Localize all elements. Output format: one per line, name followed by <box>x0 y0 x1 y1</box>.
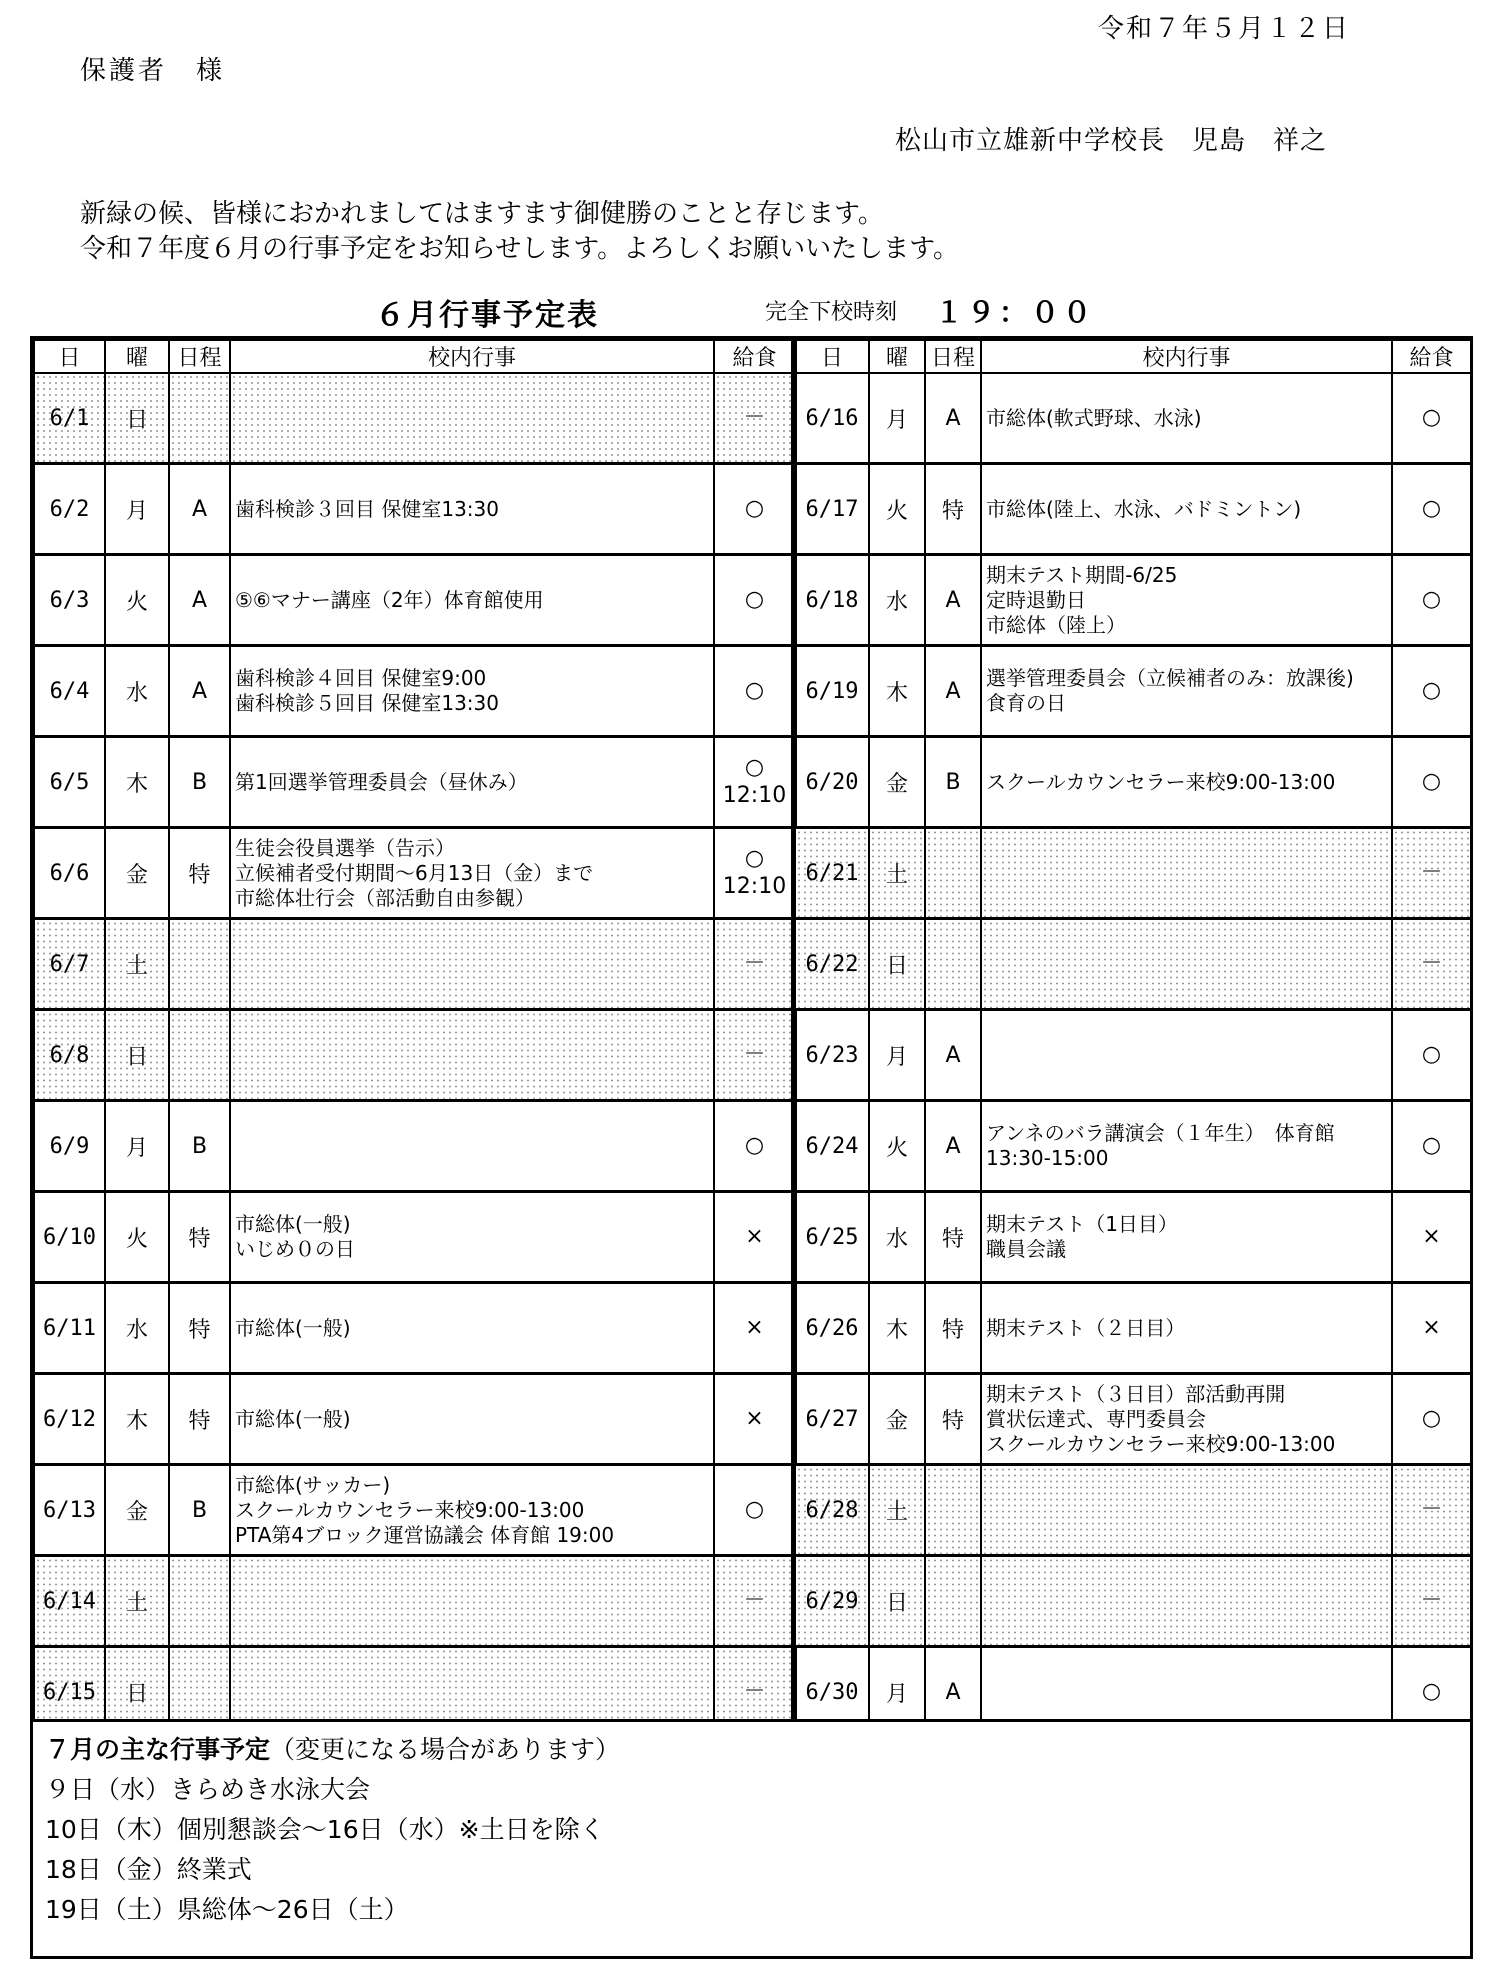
schedule-row <box>795 737 1471 828</box>
day-date-cell: 6/18 <box>795 555 869 646</box>
day-date-cell: 6/11 <box>34 1283 105 1374</box>
schedule-row <box>34 1374 795 1465</box>
lunch-cell: ○ 12:10 <box>714 737 795 828</box>
events-cell: 市総体(一般) <box>230 1374 714 1465</box>
schedule-row <box>795 464 1471 555</box>
lunch-cell: × <box>714 1283 795 1374</box>
weekday-cell: 火 <box>869 1101 925 1192</box>
day-date-cell: 6/4 <box>34 646 105 737</box>
lunch-cell: ○ <box>1392 1374 1471 1465</box>
schedule-type-cell <box>169 1556 230 1647</box>
events-cell: 市総体(サッカー) スクールカウンセラー来校9:00-13:00 PTA第4ブロック運営協議会 体育館 19:00 <box>230 1465 714 1556</box>
day-date-cell: 6/24 <box>795 1101 869 1192</box>
schedule-right-half <box>794 339 1470 1719</box>
weekday-cell: 水 <box>105 646 169 737</box>
july-item: 10日（木）個別懇談会～16日（水）※土日を除く <box>45 1815 605 1844</box>
lunch-cell: － <box>714 1556 795 1647</box>
events-cell <box>981 919 1392 1010</box>
day-date-cell: 6/26 <box>795 1283 869 1374</box>
schedule-type-cell <box>925 828 981 919</box>
schedule-row <box>795 1010 1471 1101</box>
schedule-type-cell: 特 <box>169 1283 230 1374</box>
schedule-row <box>34 646 795 737</box>
schedule-row <box>34 737 795 828</box>
lunch-cell: × <box>714 1192 795 1283</box>
col-header-schedule: 日程 <box>925 340 981 373</box>
day-date-cell: 6/27 <box>795 1374 869 1465</box>
schedule-type-cell: 特 <box>169 1192 230 1283</box>
schedule-type-cell <box>925 1465 981 1556</box>
schedule-type-cell: B <box>169 1465 230 1556</box>
lunch-cell: ○ <box>1392 1647 1471 1723</box>
weekday-cell: 土 <box>869 828 925 919</box>
weekday-cell: 月 <box>105 464 169 555</box>
schedule-left-table <box>33 339 796 1722</box>
events-cell <box>981 1556 1392 1647</box>
lunch-cell: ○ <box>714 1101 795 1192</box>
schedule-row <box>795 1556 1471 1647</box>
greeting-line-2: 令和７年度６月の行事予定をお知らせします。よろしくお願いいたします。 <box>80 234 960 264</box>
weekday-cell: 日 <box>869 1556 925 1647</box>
schedule-row <box>34 828 795 919</box>
schedule-type-cell: 特 <box>925 1283 981 1374</box>
schedule-type-cell <box>169 1010 230 1101</box>
lunch-cell: － <box>714 373 795 464</box>
events-cell <box>230 1556 714 1647</box>
lunch-cell: ○ <box>714 555 795 646</box>
col-header-events: 校内行事 <box>981 340 1392 373</box>
schedule-row <box>34 1192 795 1283</box>
events-cell: 期末テスト期間-6/25 定時退勤日 市総体（陸上） <box>981 555 1392 646</box>
day-date-cell: 6/8 <box>34 1010 105 1101</box>
schedule-row <box>34 1010 795 1101</box>
schedule-type-cell: A <box>169 464 230 555</box>
weekday-cell: 土 <box>869 1465 925 1556</box>
lunch-cell: － <box>1392 1556 1471 1647</box>
weekday-cell: 金 <box>869 737 925 828</box>
col-header-schedule: 日程 <box>169 340 230 373</box>
schedule-type-cell <box>925 1556 981 1647</box>
schedule-type-cell: 特 <box>169 1374 230 1465</box>
lunch-cell: ○ <box>1392 373 1471 464</box>
day-date-cell: 6/6 <box>34 828 105 919</box>
schedule-row <box>34 1556 795 1647</box>
schedule-row <box>795 1465 1471 1556</box>
lunch-cell: × <box>1392 1283 1471 1374</box>
schedule-row <box>795 1283 1471 1374</box>
day-date-cell: 6/21 <box>795 828 869 919</box>
lunch-cell: × <box>1392 1192 1471 1283</box>
events-cell: 市総体(一般) いじめ０の日 <box>230 1192 714 1283</box>
lunch-cell: － <box>1392 828 1471 919</box>
dismissal-time: １９：００ <box>935 296 1096 329</box>
lunch-cell: ○ <box>1392 737 1471 828</box>
day-date-cell: 6/19 <box>795 646 869 737</box>
schedule-type-cell: A <box>169 555 230 646</box>
greeting-line-1: 新緑の候、皆様におかれましてはますます御健勝のことと存じます。 <box>80 199 884 229</box>
schedule-row <box>34 1465 795 1556</box>
weekday-cell: 月 <box>105 1101 169 1192</box>
lunch-cell: － <box>1392 919 1471 1010</box>
col-header-lunch: 給食 <box>1392 340 1471 373</box>
schedule-row <box>34 1101 795 1192</box>
july-item: 19日（土）県総体～26日（土） <box>45 1895 409 1924</box>
header-row <box>795 340 1471 373</box>
schedule-type-cell: B <box>925 737 981 828</box>
weekday-cell: 金 <box>105 828 169 919</box>
events-cell: 歯科検診４回目 保健室9:00 歯科検診５回目 保健室13:30 <box>230 646 714 737</box>
schedule-row <box>34 373 795 464</box>
schedule-type-cell: 特 <box>169 828 230 919</box>
day-date-cell: 6/1 <box>34 373 105 464</box>
events-cell: 歯科検診３回目 保健室13:30 <box>230 464 714 555</box>
day-date-cell: 6/15 <box>34 1647 105 1723</box>
weekday-cell: 月 <box>869 1010 925 1101</box>
sender: 松山市立雄新中学校長 児島 祥之 <box>895 126 1328 156</box>
lunch-cell: ○ <box>1392 464 1471 555</box>
day-date-cell: 6/3 <box>34 555 105 646</box>
weekday-cell: 月 <box>869 1647 925 1723</box>
col-header-weekday: 曜 <box>105 340 169 373</box>
weekday-cell: 木 <box>105 737 169 828</box>
day-date-cell: 6/30 <box>795 1647 869 1723</box>
lunch-cell: ○ <box>714 1465 795 1556</box>
weekday-cell: 火 <box>105 1192 169 1283</box>
col-header-events: 校内行事 <box>230 340 714 373</box>
lunch-cell: ○ <box>1392 1101 1471 1192</box>
schedule-type-cell <box>925 919 981 1010</box>
events-cell: アンネのバラ講演会（１年生） 体育館 13:30-15:00 <box>981 1101 1392 1192</box>
events-cell: 期末テスト（３日目）部活動再開 賞状伝達式、専門委員会 スクールカウンセラー来校9:00-13:00 <box>981 1374 1392 1465</box>
schedule-table <box>30 336 1473 1722</box>
schedule-type-cell: B <box>169 737 230 828</box>
events-cell: 市総体(陸上、水泳、バドミントン) <box>981 464 1392 555</box>
lunch-cell: ○ 12:10 <box>714 828 795 919</box>
schedule-type-cell: A <box>925 373 981 464</box>
schedule-row <box>795 828 1471 919</box>
schedule-type-cell: 特 <box>925 1374 981 1465</box>
weekday-cell: 日 <box>869 919 925 1010</box>
day-date-cell: 6/16 <box>795 373 869 464</box>
events-cell <box>230 1010 714 1101</box>
lunch-cell: － <box>1392 1465 1471 1556</box>
day-date-cell: 6/22 <box>795 919 869 1010</box>
col-header-date: 日 <box>34 340 105 373</box>
schedule-row <box>34 919 795 1010</box>
july-item: ９日（水）きらめき水泳大会 <box>45 1775 371 1804</box>
schedule-type-cell: A <box>925 646 981 737</box>
schedule-row <box>34 1647 795 1723</box>
weekday-cell: 日 <box>105 373 169 464</box>
lunch-cell: － <box>714 919 795 1010</box>
day-date-cell: 6/28 <box>795 1465 869 1556</box>
day-date-cell: 6/10 <box>34 1192 105 1283</box>
day-date-cell: 6/23 <box>795 1010 869 1101</box>
weekday-cell: 水 <box>869 555 925 646</box>
day-date-cell: 6/17 <box>795 464 869 555</box>
events-cell <box>230 373 714 464</box>
day-date-cell: 6/13 <box>34 1465 105 1556</box>
schedule-row <box>34 1283 795 1374</box>
events-cell <box>981 1465 1392 1556</box>
day-date-cell: 6/29 <box>795 1556 869 1647</box>
lunch-cell: ○ <box>1392 1010 1471 1101</box>
july-item: 18日（金）終業式 <box>45 1855 252 1884</box>
schedule-title: ６月行事予定表 <box>375 298 599 333</box>
day-date-cell: 6/7 <box>34 919 105 1010</box>
lunch-cell: ○ <box>1392 646 1471 737</box>
lunch-cell: ○ <box>1392 555 1471 646</box>
events-cell: 選挙管理委員会（立候補者のみ：放課後) 食育の日 <box>981 646 1392 737</box>
events-cell <box>981 1010 1392 1101</box>
schedule-type-cell: 特 <box>925 464 981 555</box>
issue-date: 令和７年５月１２日 <box>1098 14 1351 44</box>
schedule-row <box>795 1647 1471 1723</box>
col-header-date: 日 <box>795 340 869 373</box>
schedule-row <box>795 1192 1471 1283</box>
events-cell: 市総体(一般) <box>230 1283 714 1374</box>
july-note: （変更になる場合があります） <box>270 1735 621 1764</box>
day-date-cell: 6/25 <box>795 1192 869 1283</box>
schedule-right-table <box>794 339 1472 1722</box>
lunch-cell: × <box>714 1374 795 1465</box>
schedule-type-cell: A <box>169 646 230 737</box>
july-heading <box>45 1730 620 1766</box>
schedule-row <box>795 646 1471 737</box>
schedule-type-cell: 特 <box>925 1192 981 1283</box>
events-cell: 市総体(軟式野球、水泳) <box>981 373 1392 464</box>
dismissal-label: 完全下校時刻 <box>765 300 898 325</box>
day-date-cell: 6/14 <box>34 1556 105 1647</box>
events-cell: 第1回選挙管理委員会（昼休み） <box>230 737 714 828</box>
weekday-cell: 火 <box>105 555 169 646</box>
weekday-cell: 日 <box>105 1010 169 1101</box>
weekday-cell: 木 <box>105 1374 169 1465</box>
weekday-cell: 水 <box>105 1283 169 1374</box>
schedule-row <box>795 373 1471 464</box>
events-cell <box>230 1101 714 1192</box>
schedule-type-cell: A <box>925 1647 981 1723</box>
lunch-cell: － <box>714 1010 795 1101</box>
events-cell: ⑤⑥マナー講座（2年）体育館使用 <box>230 555 714 646</box>
weekday-cell: 月 <box>869 373 925 464</box>
schedule-row <box>34 555 795 646</box>
schedule-row <box>795 919 1471 1010</box>
schedule-row <box>795 555 1471 646</box>
lunch-cell: ○ <box>714 464 795 555</box>
day-date-cell: 6/9 <box>34 1101 105 1192</box>
schedule-row <box>34 464 795 555</box>
lunch-cell: ○ <box>714 646 795 737</box>
events-cell: 生徒会役員選挙（告示） 立候補者受付期間～6月13日（金）まで 市総体壮行会（部活動自由参観） <box>230 828 714 919</box>
weekday-cell: 金 <box>869 1374 925 1465</box>
events-cell <box>230 919 714 1010</box>
weekday-cell: 木 <box>869 1283 925 1374</box>
events-cell <box>230 1647 714 1723</box>
day-date-cell: 6/2 <box>34 464 105 555</box>
schedule-left-half <box>33 339 794 1719</box>
day-date-cell: 6/20 <box>795 737 869 828</box>
schedule-type-cell: A <box>925 555 981 646</box>
schedule-type-cell <box>169 373 230 464</box>
col-header-lunch: 給食 <box>714 340 795 373</box>
events-cell: 期末テスト（1日目） 職員会議 <box>981 1192 1392 1283</box>
schedule-type-cell: B <box>169 1101 230 1192</box>
schedule-type-cell <box>169 1647 230 1723</box>
weekday-cell: 日 <box>105 1647 169 1723</box>
events-cell: スクールカウンセラー来校9:00-13:00 <box>981 737 1392 828</box>
weekday-cell: 土 <box>105 919 169 1010</box>
day-date-cell: 6/5 <box>34 737 105 828</box>
day-date-cell: 6/12 <box>34 1374 105 1465</box>
schedule-row <box>795 1101 1471 1192</box>
weekday-cell: 水 <box>869 1192 925 1283</box>
events-cell <box>981 828 1392 919</box>
schedule-row <box>795 1374 1471 1465</box>
weekday-cell: 土 <box>105 1556 169 1647</box>
schedule-type-cell: A <box>925 1010 981 1101</box>
weekday-cell: 木 <box>869 646 925 737</box>
lunch-cell: － <box>714 1647 795 1723</box>
events-cell: 期末テスト（２日目） <box>981 1283 1392 1374</box>
july-title: ７月の主な行事予定 <box>45 1735 271 1764</box>
header-row <box>34 340 795 373</box>
events-cell <box>981 1647 1392 1723</box>
addressee: 保護者 様 <box>80 56 226 86</box>
col-header-weekday: 曜 <box>869 340 925 373</box>
schedule-type-cell <box>169 919 230 1010</box>
weekday-cell: 金 <box>105 1465 169 1556</box>
july-events-box <box>30 1719 1473 1959</box>
schedule-type-cell: A <box>925 1101 981 1192</box>
weekday-cell: 火 <box>869 464 925 555</box>
